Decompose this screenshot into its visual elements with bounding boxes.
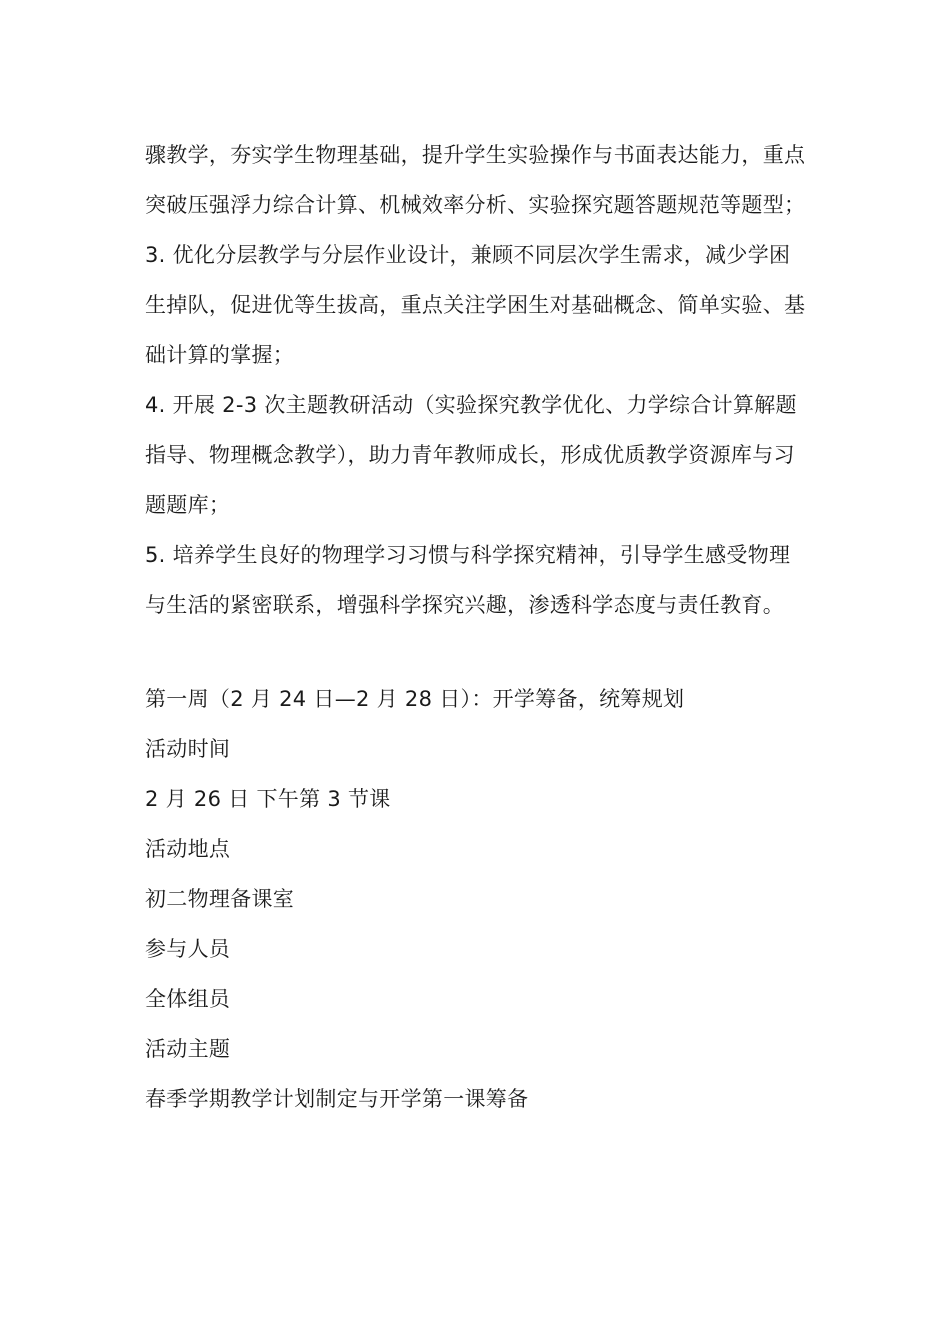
activity-place-label: 活动地点 (145, 837, 231, 861)
activity-topic-value: 春季学期教学计划制定与开学第一课筹备 (145, 1087, 529, 1111)
activity-place-value: 初二物理备课室 (145, 887, 295, 911)
activity-people-value: 全体组员 (145, 987, 231, 1011)
week-title: 第一周（2 月 24 日—2 月 28 日）：开学筹备，统筹规划 (145, 687, 685, 711)
activity-time-value: 2 月 26 日 下午第 3 节课 (145, 787, 391, 811)
paragraph-goal-4: 4. 开展 2-3 次主题教研活动（实验探究教学优化、力学综合计算解题指导、物理概念教学），助力青年教师成长，形成优质教学资源库与习题题库； (145, 393, 797, 517)
activity-time-label: 活动时间 (145, 737, 231, 761)
activity-topic-label: 活动主题 (145, 1037, 231, 1061)
paragraph-goal-2-continued: 骤教学，夯实学生物理基础，提升学生实验操作与书面表达能力，重点突破压强浮力综合计算、机械效率分析、实验探究题答题规范等题型； (145, 143, 806, 217)
paragraph-goal-5: 5. 培养学生良好的物理学习习惯与科学探究精神，引导学生感受物理与生活的紧密联系，增强科学探究兴趣，渗透科学态度与责任教育。 (145, 543, 791, 617)
paragraph-goal-3: 3. 优化分层教学与分层作业设计，兼顾不同层次学生需求，减少学困生掉队，促进优等生拔高，重点关注学困生对基础概念、简单实验、基础计算的掌握； (145, 243, 806, 367)
document-body (145, 130, 810, 1124)
activity-people-label: 参与人员 (145, 937, 231, 961)
section-spacer (145, 630, 810, 674)
